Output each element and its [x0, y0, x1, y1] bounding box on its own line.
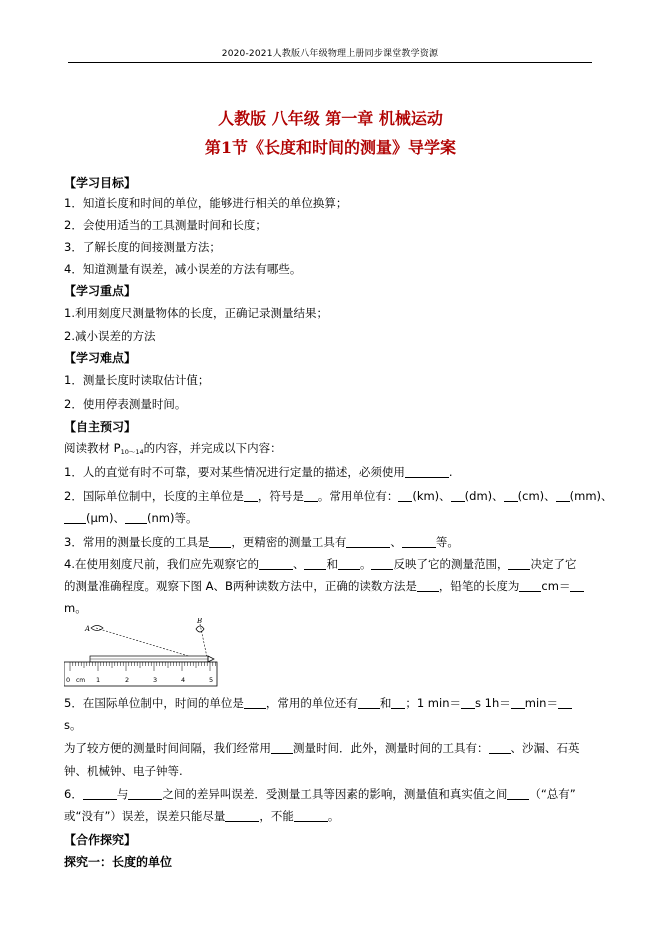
title-line-1: 人教版 八年级 第一章 机械运动 [218, 109, 443, 128]
eye-b-icon [196, 626, 204, 632]
question-5: 5．在国际单位制中，时间的单位是 ，常用的单位还有 和 ；1 min＝ s 1h＝ min＝ [64, 696, 604, 710]
answer-blank [346, 537, 390, 548]
answer-blank [402, 537, 436, 548]
key-point-item: 1.利用刻度尺测量物体的长度，正确记录测量结果； [64, 306, 328, 320]
tick-label: 3 [153, 676, 158, 684]
answer-blank [244, 491, 258, 502]
answer-blank [507, 789, 529, 800]
question-4: 4.在使用刻度尺前，我们应先观察它的 、 和 。 反映了它的测量范围， 决定了它 [64, 557, 577, 571]
title-line-2: 第1节《长度和时间的测量》导学案 [204, 138, 457, 157]
objective-item: 3．了解长度的间接测量方法； [64, 240, 221, 254]
objective-item: 4．知道测量有误差，减小误差的方法有哪些。 [64, 262, 302, 276]
answer-blank [338, 559, 360, 570]
answer-blank [511, 698, 525, 709]
answer-blank [128, 789, 162, 800]
answer-blank [83, 789, 117, 800]
difficulties-heading: 【学习难点】 [64, 351, 137, 365]
answer-blank [508, 559, 530, 570]
answer-blank [461, 698, 475, 709]
tick-label: cm [76, 677, 86, 684]
header-rule [68, 62, 592, 63]
key-points-heading: 【学习重点】 [64, 284, 137, 298]
tick-label: 0 [66, 676, 71, 684]
question-5-cont: s。 [64, 718, 82, 732]
answer-blank [398, 491, 412, 502]
answer-blank [64, 513, 86, 524]
question-4-cont2: m。 [64, 601, 87, 615]
tick-label: 4 [181, 676, 186, 684]
question-5-cont3: 钟、机械钟、电子钟等. [64, 764, 183, 778]
answer-blank [271, 743, 293, 754]
objectives-heading: 【学习目标】 [64, 176, 137, 190]
answer-blank [371, 559, 393, 570]
answer-blank [259, 559, 293, 570]
answer-blank [489, 743, 511, 754]
answer-blank [451, 491, 465, 502]
ruler-reading-figure [64, 618, 220, 690]
question-4-cont: 的测量准确程度。观察下图 A、B两种读数方法中，正确的读数方法是 ，铅笔的长度为 cm＝ [64, 579, 604, 593]
question-1: 1．人的直觉有时不可靠，要对某些情况进行定量的描述，必须使用 . [64, 465, 453, 479]
label-b: B [197, 618, 203, 625]
answer-blank [558, 698, 572, 709]
key-point-item: 2.减小误差的方法 [64, 329, 156, 343]
tick-label: 1 [96, 676, 101, 684]
question-5-cont2: 为了较方便的测量时间间隔，我们经常用 测量时间．此外，测量时间的工具有： 、沙漏、石英 [64, 741, 580, 755]
explore-1-heading: 探究一：长度的单位 [64, 855, 173, 869]
question-2: 2．国际单位制中，长度的主单位是 ，符号是 。常用单位有： (km)、 (dm)、 (cm)、 (mm)、 [64, 489, 613, 503]
difficulty-item: 1．测量长度时读取估计值； [64, 373, 210, 387]
answer-blank [125, 513, 147, 524]
answer-blank [358, 698, 380, 709]
pencil-tip [208, 656, 214, 662]
preview-intro: 阅读教材 $P_{10\sim 14}$的内容，并完成以下内容： [64, 441, 282, 456]
question-6-cont: 或“没有”）误差，误差只能尽量 ，不能 。 [64, 809, 340, 823]
preview-heading: 【自主预习】 [64, 420, 137, 434]
objective-item: 2．会使用适当的工具测量时间和长度； [64, 218, 267, 232]
answer-blank [244, 698, 266, 709]
answer-blank [570, 581, 584, 592]
answer-blank [556, 491, 570, 502]
tick-label: 2 [125, 676, 130, 684]
answer-blank [225, 811, 259, 822]
running-header: 2020-2021人教版八年级物理上册同步课堂教学资源 [221, 49, 439, 59]
objective-item: 1．知道长度和时间的单位，能够进行相关的单位换算； [64, 196, 348, 210]
answer-blank [417, 581, 439, 592]
difficulty-item: 2．使用停表测量时间。 [64, 397, 187, 411]
answer-blank [304, 491, 318, 502]
answer-blank [519, 581, 541, 592]
answer-blank [304, 559, 326, 570]
answer-blank [504, 491, 518, 502]
question-2-cont: (μm)、 (nm)等。 [64, 511, 604, 525]
page-range: 10～14 [120, 448, 144, 456]
tick-label: 5 [209, 676, 214, 684]
answer-blank [209, 537, 231, 548]
answer-blank [294, 811, 328, 822]
cooperation-heading: 【合作探究】 [64, 833, 137, 847]
question-3: 3．常用的测量长度的工具是 ，更精密的测量工具有 、 等。 [64, 535, 459, 549]
answer-blank [391, 698, 405, 709]
label-a: A [85, 625, 91, 633]
answer-blank [405, 467, 449, 478]
question-6: 6． 与 之间的差异叫误差．受测量工具等因素的影响，测量值和真实值之间 （“总有” [64, 787, 576, 801]
